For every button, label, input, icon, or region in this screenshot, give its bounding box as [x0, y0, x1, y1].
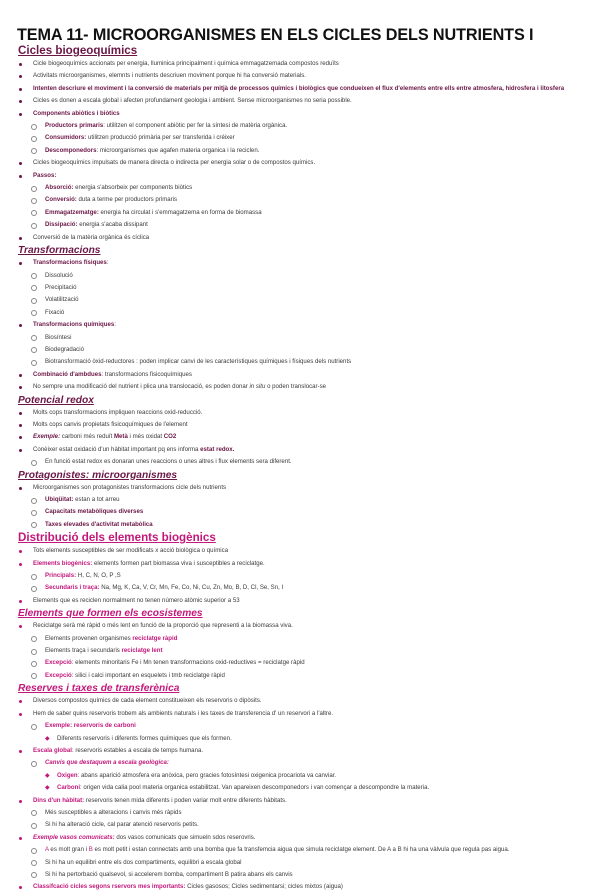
list-item: A es molt gran i B es molt petit i estan connectats amb una bomba que fa transfemcia aigua que simula reciclatge element. De A a B hi ha una vàlvula que regula pas aigua.	[17, 844, 587, 856]
list-item: ◆ Carboni: origen vida calia pool materia organica estabilitzat. Van apareixen descomponedors i van començar a descompondre la materia.	[17, 782, 587, 794]
list-item: Biosíntesi	[17, 332, 587, 344]
list-item: Combinació d'ambdues: transformacions fisicoquímiques	[17, 369, 587, 381]
bullet-list	[17, 620, 587, 682]
list-item: Cicle biogeoquímics accionats per energia, lluminica principalment i química emmagatzemada compostos reduïts	[17, 58, 587, 70]
list-item: Intenten descriure el moviment i la conversió de materials per mitjà de processos químics i biològics que condueixen el flux d'elements entre ells entre atmosfera, hidrosfera i litosfera	[17, 83, 587, 95]
bullet-list	[17, 545, 587, 607]
list-item: Transformacions químiques:	[17, 319, 587, 331]
list-item: Absorció: energia s'absorbeix per components biòtics	[17, 182, 587, 194]
list-item: Si hi ha un equilibri entre els dos compartiments, equilibri a escala global	[17, 857, 587, 869]
list-item: Dissolució	[17, 270, 587, 282]
list-item: Elements provenen organismes reciclatge ràpid	[17, 633, 587, 645]
list-item: Transformacions físiques:	[17, 257, 587, 269]
bullet-list	[17, 257, 587, 393]
list-item: Dins d'un hàbitat: reservoris tenen mida diferents i poden variar molt entre diferents hàbitats.	[17, 795, 587, 807]
section-cicles-biogeoquimics	[17, 44, 587, 244]
bullet-list	[17, 407, 587, 469]
list-item: Dissipació: energia s'acaba dissipant	[17, 219, 587, 231]
list-item: Escala global: reservoris estables a escala de temps humana.	[17, 745, 587, 757]
list-item: Exemple vasos comunicats: dos vasos comunicats que simueln sdos reserovris.	[17, 832, 587, 844]
list-item: Consumidors: utilitzen producció primària per ser transferida i créixer	[17, 132, 587, 144]
list-item: Ubiqüitat: estan a tot arreu	[17, 494, 587, 506]
section-heading: Reserves i taxes de transferènica	[18, 683, 180, 695]
bullet-list	[17, 58, 587, 244]
list-item: ◆ Diferents reservoris i diferents formes químiques que els formen.	[17, 733, 587, 745]
list-item: Components abiòtics i biòtics	[17, 108, 587, 120]
bullet-list	[17, 695, 587, 894]
section-potencial-redox	[17, 394, 587, 469]
list-item: Classifcació cicles segons rservors mes importants: Cicles gasosos; Cicles sedimentarsi; cicles mixtos (aigua)	[17, 881, 587, 893]
document-title: TEMA 11- MICROORGANISMES EN ELS CICLES DELS NUTRIENTS I	[17, 26, 534, 44]
list-item: Activitats microorganismes, elemnts i nutrients descriuen moviment porque hi ha conversió materials.	[17, 70, 587, 82]
list-item: Emmagatzematge: energia ha circulat i s'emmagatzema en forma de biomassa	[17, 207, 587, 219]
section-distribucio-elements	[17, 531, 587, 607]
list-item: Capacitats metabòliques diverses	[17, 506, 587, 518]
list-item: Descomponedors: microorganismes que agafen materia organica i la reciclen.	[17, 145, 587, 157]
list-item: Reciclatge serà mé ràpid o més lent en funció de la proporció que representi a la biomassa viva.	[17, 620, 587, 632]
list-item: Passos:	[17, 170, 587, 182]
list-item: Biodegradació	[17, 344, 587, 356]
list-item: Tots elements susceptibles de ser modificats x acció biològica o química	[17, 545, 587, 557]
section-reserves-taxes	[17, 682, 587, 894]
list-item: Conversió de la matèria orgànica és cíclica	[17, 232, 587, 244]
list-item: Excepció: silici i calci important en esquelets i tmb reciclatge ràpid	[17, 670, 587, 682]
list-item: Si hi ha alteració cicle, cal parar atenció reservoris petits.	[17, 819, 587, 831]
list-item: Taxes elevades d'activitat metabòlica	[17, 519, 587, 531]
list-item: ◆ Oxigen: abans aparició atmosfera era anòxica, pero gracies fotosíntesi oxigenica procariota va canviar.	[17, 770, 587, 782]
list-item: Exemple: carboni més reduït Metà i més oxidat CO2	[17, 431, 587, 443]
list-item: Fixació	[17, 307, 587, 319]
list-item: Exemple: reservoris de carboni	[17, 720, 587, 732]
section-heading: Potencial redox	[18, 394, 94, 406]
section-heading: Elements que formen els ecosistemes	[18, 608, 203, 620]
list-item: Elements que es reciclen normalment no tenen número atòmic superior a 53	[17, 595, 587, 607]
list-item: Si hi ha pertorbació qualsevol, si accelerem bomba, compartiment B patira abans els canvis	[17, 869, 587, 881]
list-item: Precipitació	[17, 282, 587, 294]
list-item: En funció estat redox es donaran unes reaccions o unes altres i flux elements sera diferent.	[17, 456, 587, 468]
list-item: Més susceptibles a alteracions i canvis més ràpids	[17, 807, 587, 819]
list-item: Elements traça i secundaris reciclatge lent	[17, 645, 587, 657]
list-item: Secundaris i traça: Na, Mg, K, Ca, V, Cr, Mn, Fe, Co, Ni, Cu, Zn, Mo, B, D, Cl, Se, Sn, I	[17, 582, 587, 594]
list-item: Principals: H, C, N, O, P ,S	[17, 570, 587, 582]
list-item: Productors primaris: utilitzen el component abiòtic per fer la síntesi de matèria orgànica.	[17, 120, 587, 132]
list-item: No sempre una modificació del nutrient i plica una translocació, es poden donar in situ o poden translocar-se	[17, 381, 587, 393]
list-item: Canvis que destaquem a escala geològica:	[17, 757, 587, 769]
list-item: Diversos compostos químics de cada element constitueixen els reservoris o dipòsits.	[17, 695, 587, 707]
section-heading: Protagonistes: microorganismes	[18, 469, 178, 481]
list-item: Hem de saber quins reservoris trobem als ambients naturals i les taxes de transferencia d' un reservori a l'altre.	[17, 708, 587, 720]
list-item: Elements biogènics: elements formen part biomassa viva i susceptibles a reciclatge.	[17, 558, 587, 570]
list-item: Molts cops canvis propietats fisicoquímiques de l'element	[17, 419, 587, 431]
list-item: Molts cops transformacions impliquen reaccions oxid-reducció.	[17, 407, 587, 419]
document-page	[17, 27, 587, 894]
list-item: Volatilització	[17, 294, 587, 306]
list-item: Biotransformació òxid-reductores : poden implicar canvi de les característiques químiques i físiques dels nutrients	[17, 356, 587, 368]
section-transformacions	[17, 244, 587, 393]
list-item: Conèixer estat oxidació d'un hàbitat important pq ens informa estat redox.	[17, 444, 587, 456]
list-item: Conversió: duta a terme per productors primaris	[17, 194, 587, 206]
section-heading: Transformacions	[18, 245, 101, 257]
list-item: Cicles es donen a escala global i afecten profundament geologia i ambient. Sense microorganismes no seria possible.	[17, 95, 587, 107]
list-item: Microorganismes son protagonistes transformacions cicle dels nutrients	[17, 482, 587, 494]
section-heading: Distribució dels elements biogènics	[18, 531, 216, 545]
section-heading: Cicles biogeoquímics	[18, 44, 138, 57]
list-item: Cicles biogeoquímics impulsats de manera directa o indirecta per energia solar o de compostos químics.	[17, 157, 587, 169]
section-protagonistes	[17, 469, 587, 532]
bullet-list	[17, 482, 587, 532]
section-elements-ecosistemes	[17, 607, 587, 682]
list-item: Excepció: elements minoritaris Fe i Mn tenen transformacions oxid-reductives = reciclatge ràpid	[17, 657, 587, 669]
